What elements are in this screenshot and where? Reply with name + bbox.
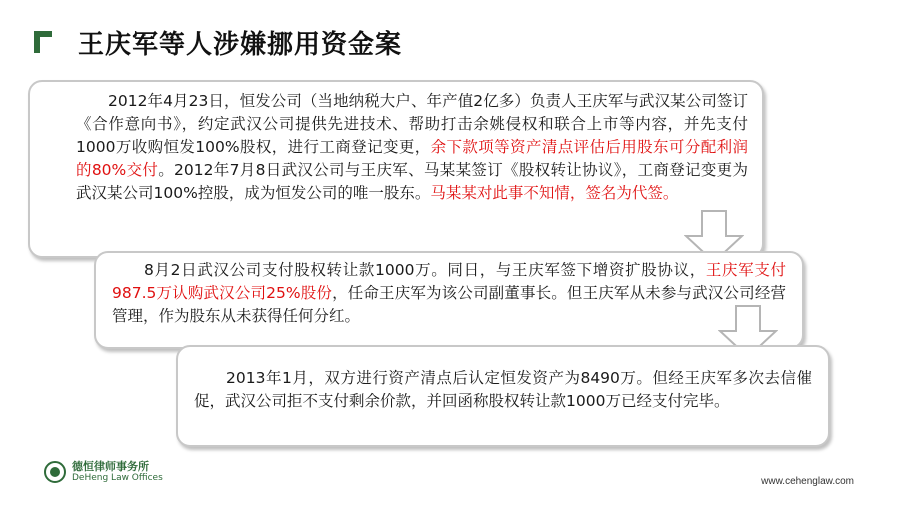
event-box-1	[28, 80, 764, 258]
firm-logo	[44, 460, 163, 484]
website-url: www.cehenglaw.com	[761, 476, 854, 487]
box2-text-2: ，任命王庆军为该公司副董事长。但王庆军从未参与武汉公司经营管理，作为股东从未获得任何分红。	[112, 284, 786, 325]
event-box-2	[94, 251, 804, 349]
logo-english-name: DeHeng Law Offices	[72, 473, 163, 483]
box1-highlight-2: 马某某对此事不知情，签名为代签。	[430, 184, 679, 202]
logo-icon	[44, 461, 66, 483]
page-title: 王庆军等人涉嫌挪用资金案	[78, 29, 403, 60]
event-box-3	[176, 345, 830, 447]
logo-chinese-name: 德恒律师事务所	[72, 460, 149, 473]
box1-text: 2012年4月23日，恒发公司（当地纳税大户、年产值2亿多）负责人王庆军与武汉某公司签订《合作意向书》，约定武汉公司提供先进技术、帮助打击余姚侵权和联合上市等内容，并先支付1000万收购恒发100%股权，进行工商登记变更，	[76, 92, 748, 156]
box2-highlight: 王庆军支付987.5万认购武汉公司25%股份	[112, 261, 786, 302]
box2-text: 8月2日武汉公司支付股权转让款1000万。同日，与王庆军签下增资扩股协议，	[144, 261, 706, 279]
corner-bracket-icon	[34, 31, 52, 53]
title-bar	[34, 22, 402, 62]
box1-highlight-1: 余下款项等资产清点评估后用股东可分配利润的80%交付	[76, 138, 748, 179]
box3-text: 2013年1月，双方进行资产清点后认定恒发资产为8490万。但经王庆军多次去信催促，武汉公司拒不支付剩余价款，并回函称股权转让款1000万已经支付完毕。	[194, 369, 812, 410]
box1-text-2: 。2012年7月8日武汉公司与王庆军、马某某签订《股权转让协议》，工商登记变更为武汉某公司100%控股，成为恒发公司的唯一股东。	[76, 161, 748, 202]
